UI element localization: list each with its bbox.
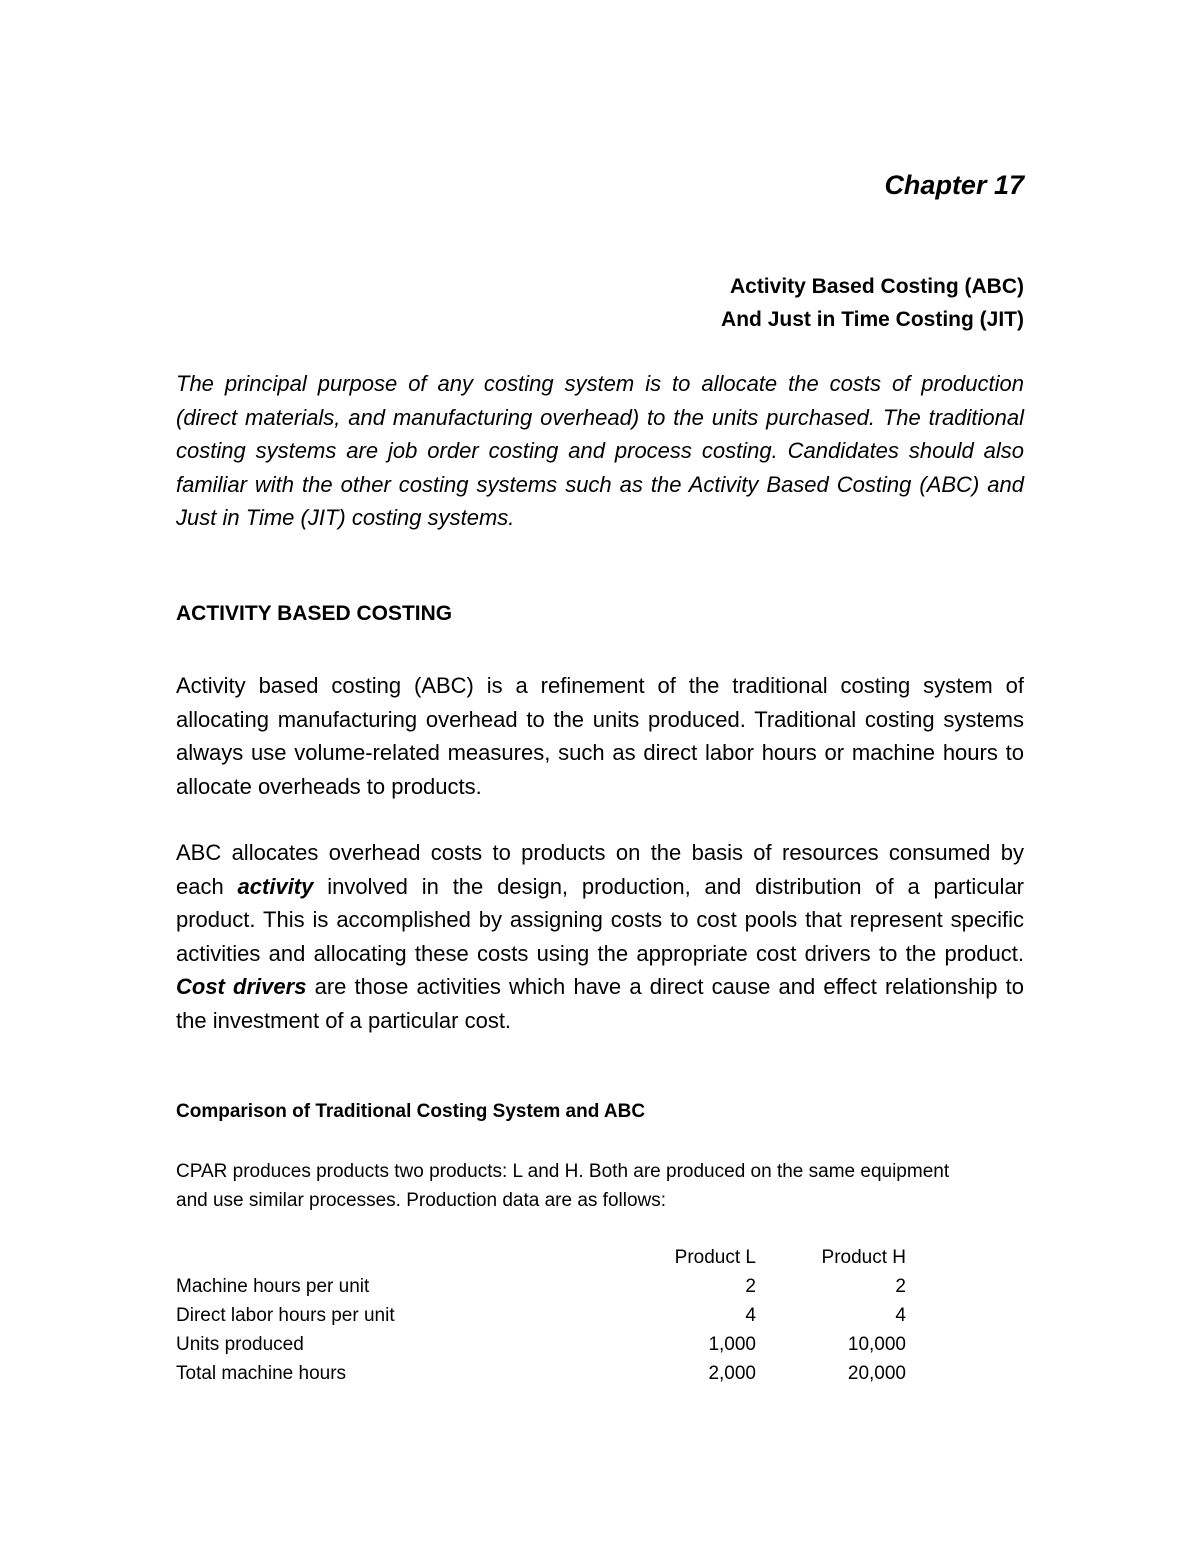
problem-statement: CPAR produces products two products: L and H. Both are produced on the same equipment and use similar processes. Production data are as follows: [176, 1161, 950, 1211]
cell-product-l: 4 [745, 1304, 756, 1326]
abc-paragraph-2-text-b: involved in the design, production, and distribution of a particular product. This is accomplished by assigning costs to cost pools that represent specific activities and allocating these costs using the appropriate cost drivers to the product. [176, 873, 1025, 966]
chapter-title-line-1: Activity Based Costing (ABC) [729, 275, 1024, 298]
abc-paragraph-2-text-a: ABC allocates overhead costs to products on the basis of resources consumed by each [176, 840, 1024, 899]
cell-product-l: 2 [745, 1275, 756, 1297]
cell-product-h: 2 [895, 1275, 906, 1297]
table-header-product-h: Product H [821, 1246, 906, 1268]
cell-product-h: 4 [895, 1304, 906, 1326]
cell-product-l: 1,000 [708, 1333, 756, 1355]
term-activity: activity [237, 873, 314, 899]
intro-paragraph: The principal purpose of any costing system is to allocate the costs of production (direct materials, and manufacturing overhead) to the units purchased. The traditional costing systems are job order costing and process costing. Candidates should also familiar with the other costing systems such as the Activity Based Costing (ABC) and Just in Time (JIT) costing systems. [176, 371, 1024, 531]
row-label: Direct labor hours per unit [176, 1304, 395, 1326]
table-row [176, 1272, 906, 1301]
cell-product-h: 10,000 [847, 1333, 906, 1355]
row-label: Units produced [176, 1333, 304, 1355]
row-label: Total machine hours [176, 1362, 347, 1384]
table-row [176, 1359, 906, 1388]
cell-product-h: 20,000 [847, 1362, 906, 1384]
abc-paragraph-2-text-c: are those activities which have a direct cause and effect relationship to the investment of a particular cost. [176, 974, 1024, 1033]
table-header-row [176, 1243, 906, 1272]
abc-paragraph-2 [176, 836, 1024, 1038]
cell-product-l: 2,000 [708, 1362, 756, 1384]
term-cost-drivers: Cost drivers [176, 974, 307, 1000]
table-header-product-l: Product L [674, 1246, 756, 1268]
table-row [176, 1301, 906, 1330]
chapter-title [721, 270, 1024, 336]
table-header-empty [176, 1243, 616, 1272]
abc-paragraph-1: Activity based costing (ABC) is a refinement of the traditional costing system of allocating manufacturing overhead to the units produced. Traditional costing systems always use volume-related measures, such as direct labor hours or machine hours to allocate overheads to products. [176, 673, 1024, 799]
table-row [176, 1330, 906, 1359]
document-page [176, 0, 1024, 1553]
production-data-table [176, 1243, 906, 1388]
comparison-heading: Comparison of Traditional Costing System and ABC [176, 1101, 646, 1122]
section-heading-abc: ACTIVITY BASED COSTING [176, 602, 453, 625]
row-label: Machine hours per unit [176, 1275, 370, 1297]
chapter-title-line-2: And Just in Time Costing (JIT) [721, 308, 1024, 331]
chapter-number: Chapter 17 [884, 170, 1024, 200]
